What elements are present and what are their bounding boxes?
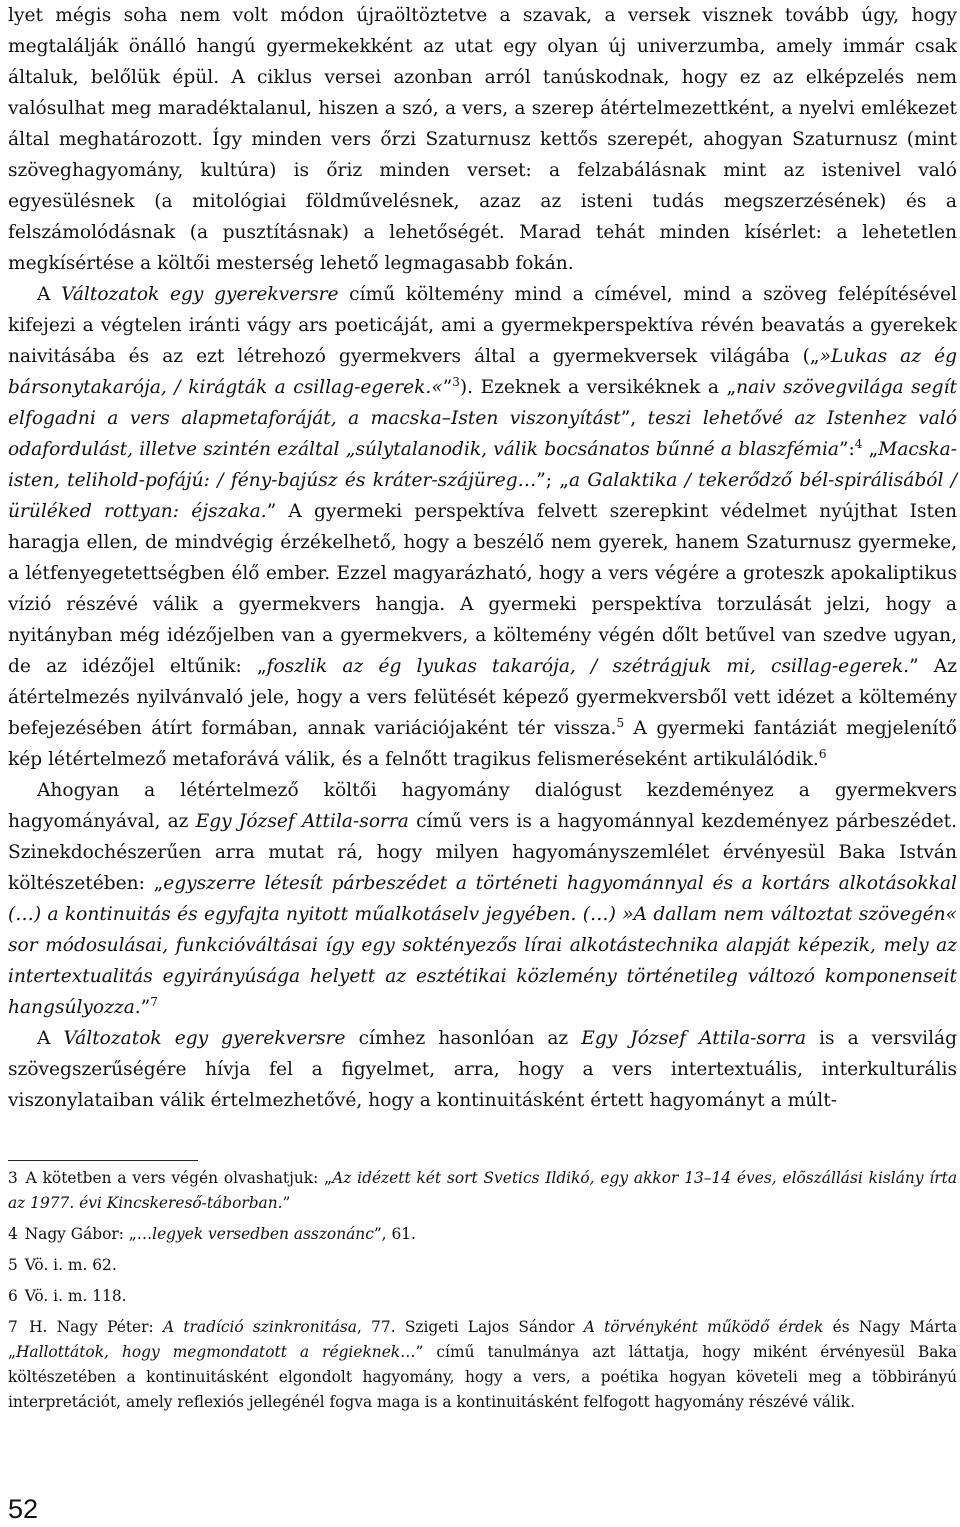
footnote-reference: 3	[452, 375, 460, 389]
italic-quote: …legyek versedben asszonánc	[136, 1225, 374, 1243]
italic-quote: Változatok egy gyerekversre	[61, 284, 339, 305]
italic-quote: Egy József Attila-sorra	[581, 1028, 807, 1049]
footnote-text: Vö. i. m. 118.	[24, 1287, 127, 1305]
footnote-text: , 77. Szigeti Lajos Sándor	[356, 1318, 584, 1336]
footnote	[8, 1284, 957, 1309]
footnote-reference: 6	[818, 747, 827, 761]
footnote-text: Vö. i. m. 62.	[24, 1256, 117, 1274]
italic-quote: Az idézett két sort Svetics Ildikó, egy akkor 13–14 éves, elõszállási kislány írta az 1977. évi Kincskereső-táborban.	[8, 1169, 957, 1212]
paragraph-text: ”; „	[536, 470, 569, 491]
footnote-text: A kötetben a vers végén olvashatjuk: „	[25, 1169, 333, 1187]
paragraph-text: Ahogyan a létértelmező költői hagyomány dialógust kezdeményez a gyermekvers hagyományával, az	[8, 780, 957, 832]
footnote-reference: 4	[854, 437, 863, 451]
italic-quote: Változatok egy gyerekversre	[63, 1028, 346, 1049]
footnote-separator	[8, 1160, 198, 1161]
paragraph-text: ”	[140, 997, 151, 1018]
page-number: 52	[8, 1494, 39, 1524]
footnote	[8, 1253, 957, 1278]
footnote	[8, 1166, 957, 1216]
italic-quote: Macska-isten, telihold-pofájú: / fény-bajúsz és kráter-szájüreg…	[8, 439, 957, 491]
italic-quote: Hallottátok, hogy megmondatott a régieknek…	[15, 1343, 416, 1361]
footnote-text: Nagy Gábor: „	[24, 1225, 137, 1243]
paragraph-text: A gyermeki fantáziát megjelenítő kép létértelmező metaforává válik, és a felnőtt tragikus felismeréseként artikulálódik.	[8, 718, 957, 770]
italic-quote: a Galaktika / tekerődző bél-spirálisából / ürüléked rottyan: éjszaka.	[8, 470, 957, 522]
footnote-number: 3	[8, 1169, 24, 1187]
footnote-reference: 5	[616, 716, 625, 730]
paragraph-text: ” A gyermeki perspektíva felvett szerepkint védelmet nyújthat Isten haragja ellen, de mindvégig érzékelhető, hogy a beszélő nem gyerek, hanem Szaturnusz gyermeke, a létfenyegetettségben élő ember. Ezzel magyarázható, hogy a vers végére a groteszk apokaliptikus vízió részévé válik a gyermekvers hangja. A gyermeki perspektíva torzulását jelzi, hogy a nyitányban még idézőjelben van a gyermekvers, a költemény végén dőlt betűvel van szedve ugyan, de az idézőjel eltűnik: „	[8, 501, 957, 677]
footnote-number: 7	[8, 1318, 28, 1336]
footnote	[8, 1315, 957, 1415]
footnote-reference: 7	[150, 995, 158, 1009]
paragraph	[8, 1023, 957, 1116]
footnote-text: H. Nagy Péter:	[29, 1318, 163, 1336]
italic-quote: egyszerre létesít párbeszédet a történeti hagyománnyal és a kortárs alkotásokkal (…) a kontinuitás és egyfajta nyitott műalkotáselv jegyében. (…) »A dallam nem változtat szövegén« sor módosulásai, funkcióváltásai így egy soktényezős lírai alkotástechnika alapját képezik, mely az intertextualitás egyirányúsága helyett az esztétikai közlemény történetileg változó komponenseit hangsúlyozza.	[8, 873, 957, 1018]
italic-quote: foszlik az ég lyukas takarója, / szétrágjuk mi, csillag-egerek.	[266, 656, 910, 677]
paragraph	[8, 0, 957, 279]
paragraph-text: ” Az átértelmezés nyilvánvaló jele, hogy a vers felütését képező gyermekversből vett idézet a költemény befejezésében átírt formában, annak variációjaként tér vissza.	[8, 656, 957, 739]
body-text	[8, 0, 957, 1116]
paragraph-text: ”:	[839, 439, 855, 460]
paragraph-text: címhez hasonlóan az	[345, 1028, 582, 1049]
footnote	[8, 1222, 957, 1247]
footnotes	[8, 1166, 957, 1415]
footnote-text: ” című tanulmánya azt láttatja, hogy miként érvényesül Baka költészetében a kontinuitásként elgondolt hagyomány, hogy a vers, a poétika hogyan követeli meg a többirányú interpretációt, amely reflexiós jellegénél fogva maga is a kontinuitásként felfogott hagyomány részévé válik.	[8, 1343, 957, 1411]
paragraph-text: A	[37, 284, 62, 305]
footnote-number: 4	[8, 1225, 23, 1243]
paragraph	[8, 775, 957, 1023]
italic-quote: teszi lehetővé az Istenhez való odafordulást, illetve szintén ezáltal „súlytalanodik, válik bocsánatos bűnné a blaszfémia	[8, 408, 958, 460]
italic-quote: naiv szövegvilága segít elfogadni a vers alapmetaforáját, a macska–Isten viszonyítást	[8, 377, 957, 429]
paragraph-text: lyet mégis soha nem volt módon újraöltöztetve a szavak, a versek visznek tovább úgy, hogy megtalálják önálló hangú gyermekekként az utat egy olyan új univerzumba, amely immár csak általuk, belőlük épül. A ciklus versei azonban arról tanúskodnak, hogy ez az elképzelés nem valósulhat meg maradéktalanul, hiszen a szó, a vers, a szerep átértelmezettként, a nyelvi emlékezet által meghatározott. Így minden vers őrzi Szaturnusz kettős szerepét, ahogyan Szaturnusz (mint szöveghagyomány, kultúra) is őriz minden verset: a felzabálásnak mint az istenivel való egyesülésnek (a mitológiai földművelésnek, azaz az isteni tudás megszerzésének) és a felszámolódásnak (a pusztításnak) a lehetőségét. Marad tehát minden kísérlet: a lehetetlen megkísértése a költői mesterség lehető legmagasabb fokán.	[8, 5, 957, 274]
italic-quote: Egy József Attila-sorra	[195, 811, 409, 832]
italic-quote: A tradíció szinkronitása	[162, 1318, 357, 1336]
paragraph-text: A	[37, 1028, 64, 1049]
paragraph	[8, 279, 957, 775]
paragraph-text: „	[862, 439, 879, 460]
footnote-number: 5	[8, 1256, 23, 1274]
paragraph-text: is a versvilág szövegszerűségére hívja fel a figyelmet, arra, hogy a vers intertextuális, interkulturális viszonylataiban válik értelmezhetővé, hogy a kontinuitásként értett hagyományt a múlt-	[8, 1028, 958, 1111]
italic-quote: A törvényként működő érdek	[583, 1318, 824, 1336]
paragraph-text: ”,	[620, 408, 648, 429]
paragraph-text: című vers is a hagyománnyal kezdeményez párbeszédet. Szinekdochészerűen arra mutat rá, hogy milyen hagyományszemlélet érvényesül Baka István költészetében: „	[8, 811, 958, 894]
paragraph-text: ). Ezeknek a versikéknek a „	[459, 377, 737, 398]
paragraph-text: című költemény mind a címével, mind a szöveg felépítésével kifejezi a végtelen iránti vágy ars poeticáját, ami a gyermekperspektíva révén beavatás a gyerekek naivitásába és az ezt létrehozó gyermekvers által a gyermekversek világába („	[8, 284, 957, 367]
footnote-text: ”, 61.	[373, 1225, 416, 1243]
paragraph-text: ”	[442, 377, 453, 398]
italic-quote: »Lukas az ég bársonytakarója, / kirágták a csillag-egerek.«	[8, 346, 957, 398]
footnote-text: és Nagy Márta „	[8, 1318, 957, 1361]
footnote-number: 6	[8, 1287, 23, 1305]
footnote-text: ”	[282, 1194, 291, 1212]
